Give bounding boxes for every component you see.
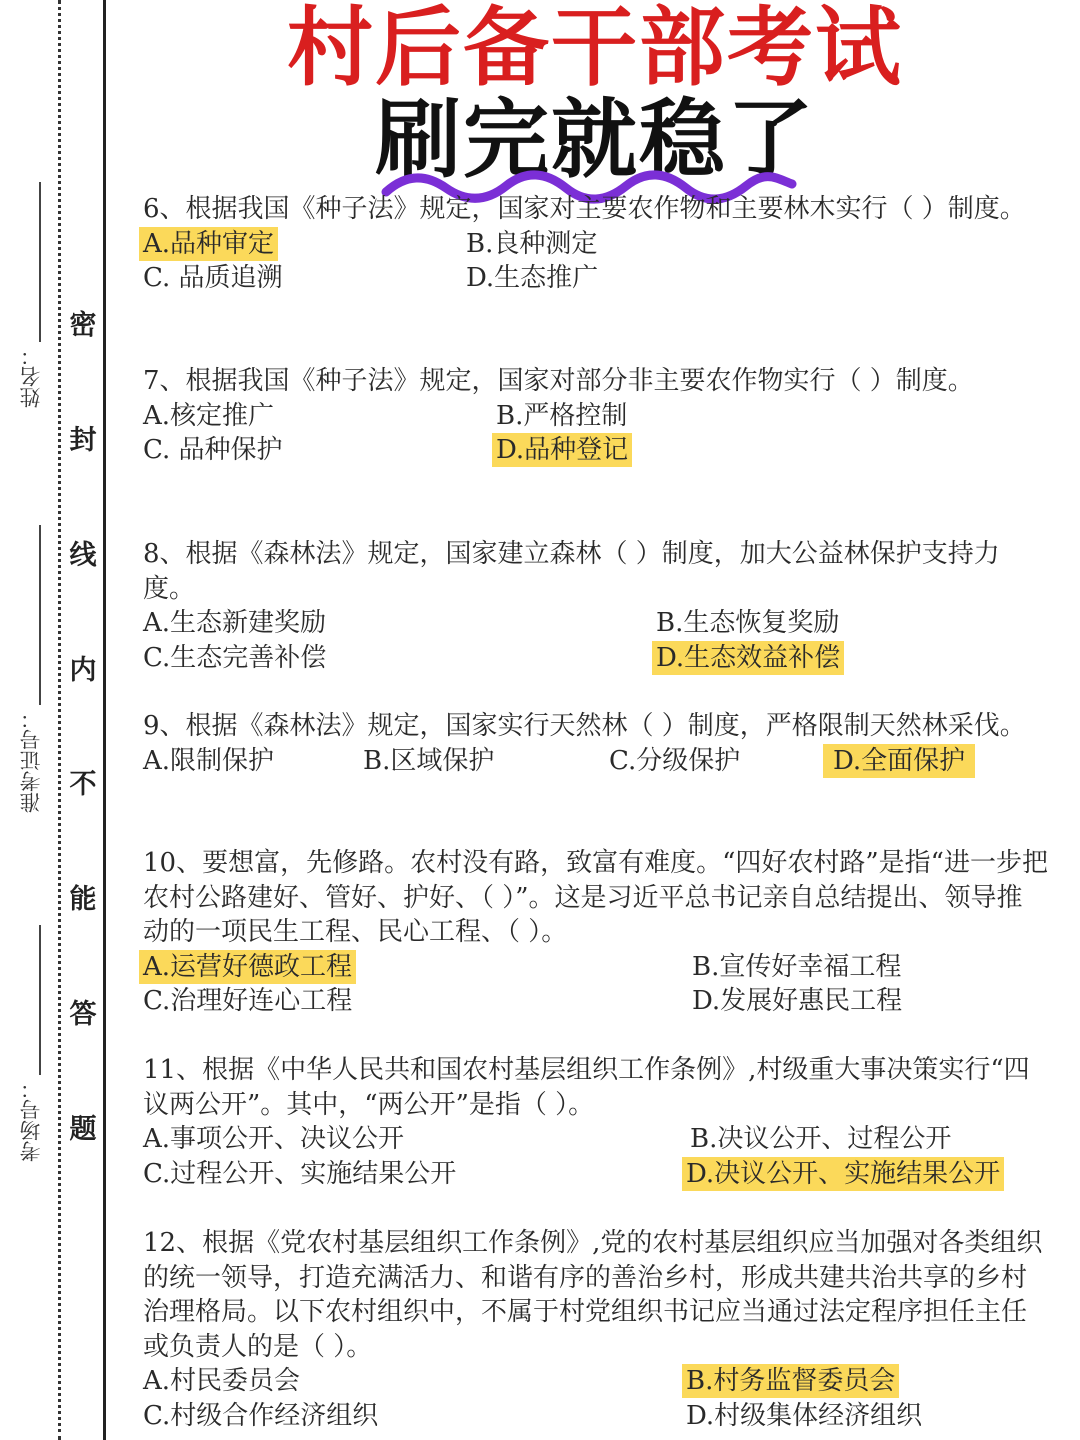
- question-10: [143, 846, 1048, 1019]
- option-a: A.限制保护: [143, 745, 275, 776]
- option-b: B.决议公开、过程公开: [690, 1124, 952, 1154]
- room-blank-line: [39, 925, 41, 1075]
- option-c: C.过程公开、实施结果公开: [143, 1158, 457, 1189]
- options: [143, 950, 1048, 1019]
- question-9: [143, 709, 1048, 780]
- question-8: [143, 537, 1048, 675]
- question-6: [143, 192, 1048, 296]
- option-b: B.生态恢复奖励: [656, 608, 840, 638]
- option-a: A.运营好德政工程: [139, 950, 356, 984]
- options: [143, 1122, 1048, 1191]
- question-12: [143, 1226, 1048, 1433]
- option-d: D.生态效益补偿: [652, 641, 844, 675]
- options: [143, 744, 1048, 780]
- option-a: A.村民委员会: [143, 1366, 301, 1396]
- options: [143, 227, 1048, 296]
- option-a: A.事项公开、决议公开: [143, 1124, 405, 1154]
- seal-char: 线: [69, 540, 97, 571]
- option-b: B.村务监督委员会: [682, 1364, 899, 1398]
- option-c: C. 品种保护: [143, 435, 283, 465]
- options: [143, 606, 1048, 675]
- options: [143, 399, 1048, 468]
- option-b: B.区域保护: [363, 745, 495, 776]
- seal-char: 内: [69, 655, 97, 686]
- question-stem: 8、根据《森林法》规定，国家建立森林（ ）制度，加大公益林保护支持力度。: [143, 539, 1000, 604]
- ticket-blank-line: [39, 525, 41, 705]
- seal-char: 答: [69, 999, 97, 1030]
- option-d: D.生态推广: [466, 263, 599, 293]
- option-b: B.良种测定: [466, 228, 598, 259]
- option-c: C.治理好连心工程: [143, 986, 353, 1016]
- name-blank-line: [39, 182, 41, 342]
- option-d: D.发展好惠民工程: [692, 986, 903, 1016]
- question-11: [143, 1053, 1048, 1191]
- option-c: C.生态完善补偿: [143, 642, 327, 673]
- option-a: A.品种审定: [139, 227, 278, 261]
- question-stem: 6、根据我国《种子法》规定，国家对主要农作物和主要林木实行（ ）制度。: [143, 194, 1026, 224]
- name-label: 姓名：: [19, 345, 43, 408]
- room-label: 考场号：: [19, 1078, 43, 1162]
- ticket-label: 准考证号：: [19, 708, 43, 813]
- page-subtitle: 刷完就稳了: [375, 90, 815, 190]
- option-d: D.全面保护: [823, 744, 975, 778]
- option-b: B.严格控制: [496, 400, 628, 431]
- seal-char: 题: [69, 1114, 97, 1145]
- option-b: B.宣传好幸福工程: [692, 951, 902, 982]
- option-a: A.核定推广: [143, 400, 275, 431]
- question-stem: 12、根据《党农村基层组织工作条例》,党的农村基层组织应当加强对各类组织的统一领导，打造充满活力、和谐有序的善治乡村，形成共建共治共享的乡村治理格局。以下农村组织中，不属于村党组织书记应当通过法定程序担任主任或负责人的是（ ）。: [143, 1228, 1043, 1362]
- option-d: D.品种登记: [492, 433, 632, 467]
- option-c: C.分级保护: [609, 745, 741, 776]
- option-a: A.生态新建奖励: [143, 608, 327, 638]
- question-stem: 9、根据《森林法》规定，国家实行天然林（ ）制度，严格限制天然林采伐。: [143, 711, 1026, 741]
- question-stem: 11、根据《中华人民共和国农村基层组织工作条例》,村级重大事决策实行“四议两公开”。其中，“两公开”是指（ ）。: [143, 1055, 1030, 1120]
- margin-rule: [103, 0, 106, 1440]
- seal-char: 密: [69, 310, 97, 341]
- question-7: [143, 364, 1048, 468]
- seal-char: 能: [69, 884, 97, 915]
- option-c: C.村级合作经济组织: [143, 1400, 379, 1431]
- page-title: 村后备干部考试: [287, 0, 903, 98]
- option-c: C. 品质追溯: [143, 263, 283, 293]
- binding-margin: [0, 0, 110, 1440]
- seal-char: 不: [69, 769, 97, 800]
- question-stem: 7、根据我国《种子法》规定，国家对部分非主要农作物实行（ ）制度。: [143, 366, 974, 396]
- option-d: D.村级集体经济组织: [686, 1400, 923, 1431]
- options: [143, 1364, 1048, 1433]
- seal-char: 封: [69, 425, 97, 456]
- dotted-seal-line: [58, 0, 61, 1440]
- question-stem: 10、要想富，先修路。农村没有路，致富有难度。“四好农村路”是指“进一步把农村公路建好、管好、护好、（ ）”。这是习近平总书记亲自总结提出、领导推动的一项民生工程、民心工程、（ ）。: [143, 848, 1048, 947]
- option-d: D.决议公开、实施结果公开: [682, 1157, 1004, 1191]
